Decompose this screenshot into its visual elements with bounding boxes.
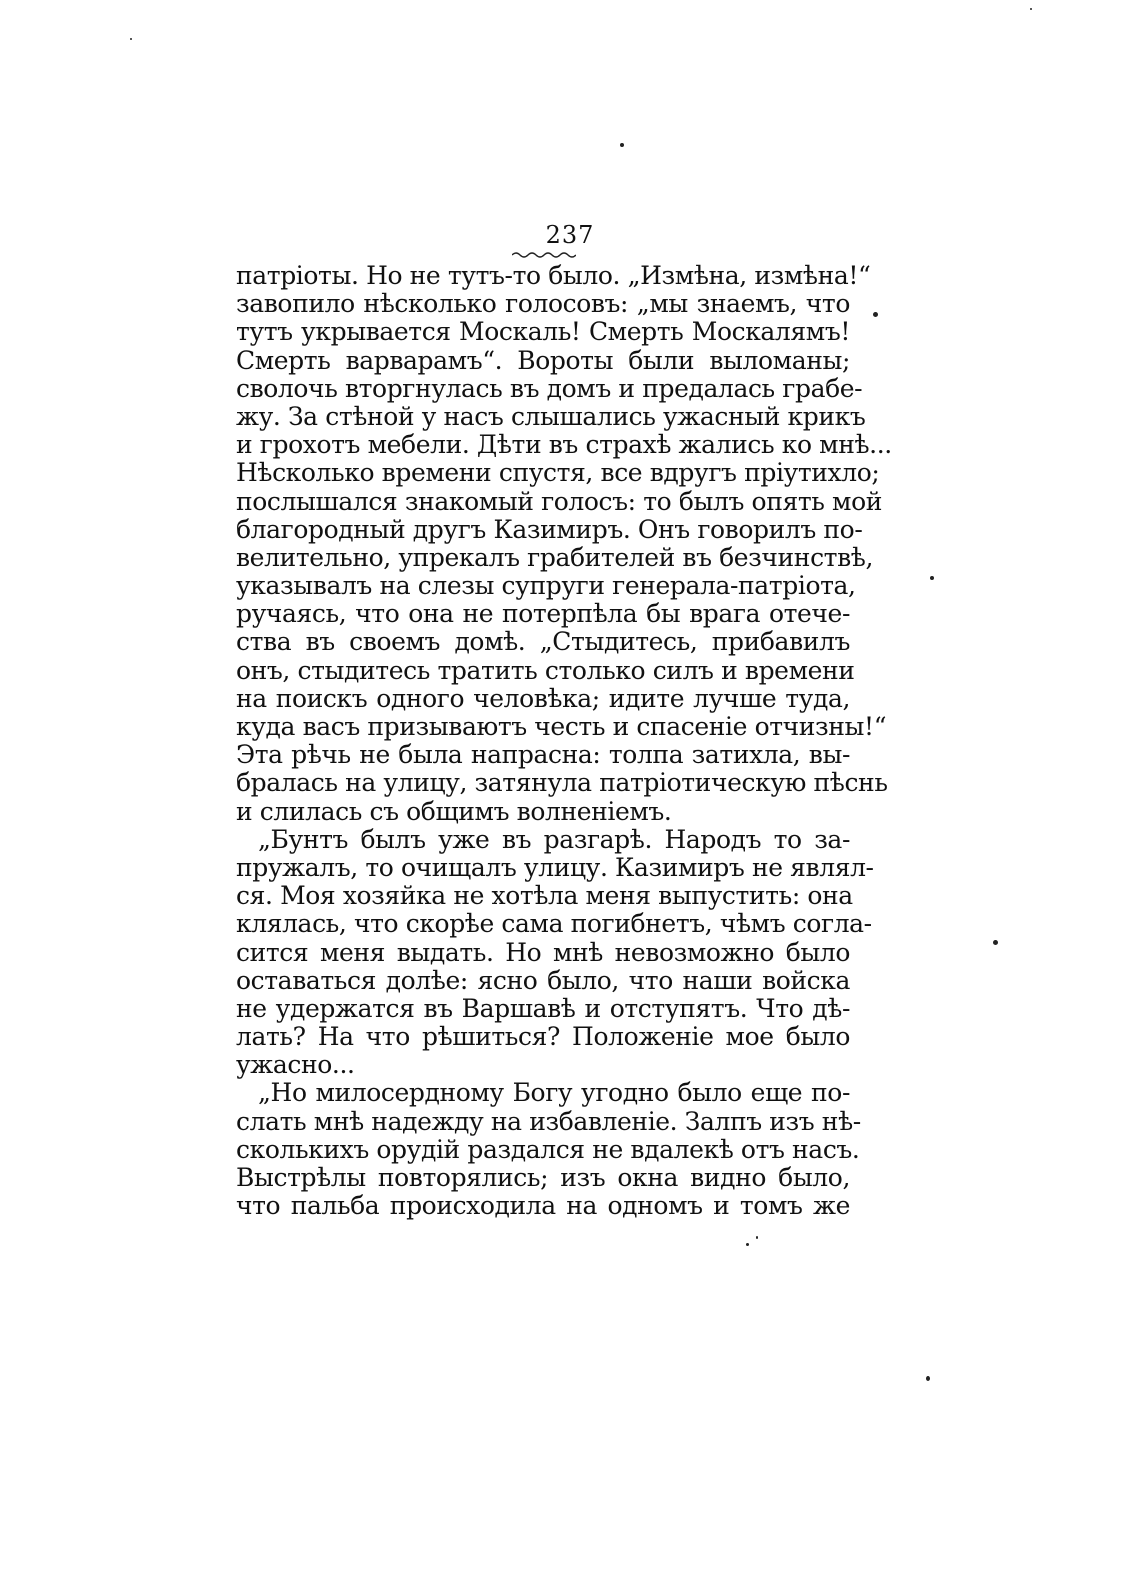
scan-speck — [620, 143, 624, 147]
text-line: послышался знакомый голосъ: то былъ опять мой — [236, 486, 882, 516]
text-line: указывалъ на слезы супруги генерала-патріота, — [236, 571, 856, 601]
text-line: благородный другъ Казимиръ. Онъ говорилъ по- — [236, 514, 863, 544]
text-line: онъ, стыдитесь тратить столько силъ и времени — [236, 655, 855, 685]
text-line: ства въ своемъ домѣ. „Стыдитесь, прибавилъ — [236, 627, 850, 657]
text-line: ручаясь, что она не потерпѣла бы врага отече- — [236, 599, 850, 629]
text-line: и грохотъ мебели. Дѣти въ страхѣ жались ко мнѣ... — [236, 430, 892, 460]
text-line: и слилась съ общимъ волненіемъ. — [236, 796, 672, 826]
text-line: Нѣсколько времени спустя, все вдругъ пріутихло; — [236, 458, 880, 488]
text-line: „Бунтъ былъ уже въ разгарѣ. Народъ то за- — [258, 824, 850, 854]
scan-speck — [1030, 8, 1032, 10]
text-line: что пальба происходила на одномъ и томъ же — [236, 1191, 850, 1221]
wavy-rule-ornament — [512, 251, 576, 259]
scan-speck — [873, 312, 878, 317]
scan-speck — [993, 940, 998, 945]
scan-speck — [926, 1376, 930, 1381]
text-line: сится меня выдать. Но мнѣ невозможно было — [236, 937, 850, 967]
body-text — [236, 261, 892, 1221]
text-line: сволочь вторгнулась въ домъ и предалась грабе- — [236, 373, 863, 403]
scan-speck — [930, 576, 934, 580]
page-number: 237 — [545, 221, 595, 249]
text-line: ся. Моя хозяйка не хотѣла меня выпустить: она — [236, 881, 853, 911]
text-line: оставаться долѣе: ясно было, что наши войска — [236, 965, 850, 995]
text-line: бралась на улицу, затянула патріотическую пѣснь — [236, 768, 888, 798]
text-line: слать мнѣ надежду на избавленіе. Залпъ изъ нѣ- — [236, 1106, 861, 1136]
text-line: куда васъ призываютъ честь и спасеніе отчизны!“ — [236, 712, 887, 741]
text-line: ужасно... — [236, 1050, 355, 1080]
text-line: завопило нѣсколько голосовъ: „мы знаемъ, что — [236, 289, 850, 319]
text-line: тутъ укрывается Москаль! Смерть Москалямъ! — [236, 317, 850, 347]
text-line: велительно, упрекалъ грабителей въ безчинствѣ, — [236, 542, 873, 572]
text-line: „Но милосердному Богу угодно было еще по- — [258, 1078, 850, 1108]
text-line: патріоты. Но не тутъ-то было. „Измѣна, измѣна!“ — [236, 261, 871, 290]
text-line: лать? На что рѣшиться? Положеніе мое было — [236, 1022, 850, 1052]
scan-speck — [130, 38, 132, 40]
text-line: не удержатся въ Варшавѣ и отступятъ. Что дѣ- — [236, 993, 850, 1023]
text-line: Выстрѣлы повторялись; изъ окна видно было, — [236, 1163, 850, 1192]
scan-speck — [746, 1243, 749, 1246]
text-line: Эта рѣчь не была напрасна: толпа затихла, вы- — [236, 740, 850, 770]
text-line: сколькихъ орудій раздался не вдалекѣ отъ насъ. — [236, 1134, 860, 1164]
text-line: на поискъ одного человѣка; идите лучше туда, — [236, 683, 850, 713]
text-line: пружалъ, то очищалъ улицу. Казимиръ не являл- — [236, 852, 874, 882]
scan-speck — [756, 1236, 758, 1239]
page-header — [0, 220, 1140, 250]
text-line: клялась, что скорѣе сама погибнетъ, чѣмъ согла- — [236, 909, 872, 939]
text-line: Смерть варварамъ“. Вороты были выломаны; — [236, 345, 850, 375]
text-line: жу. За стѣной у насъ слышались ужасный крикъ — [236, 401, 866, 431]
